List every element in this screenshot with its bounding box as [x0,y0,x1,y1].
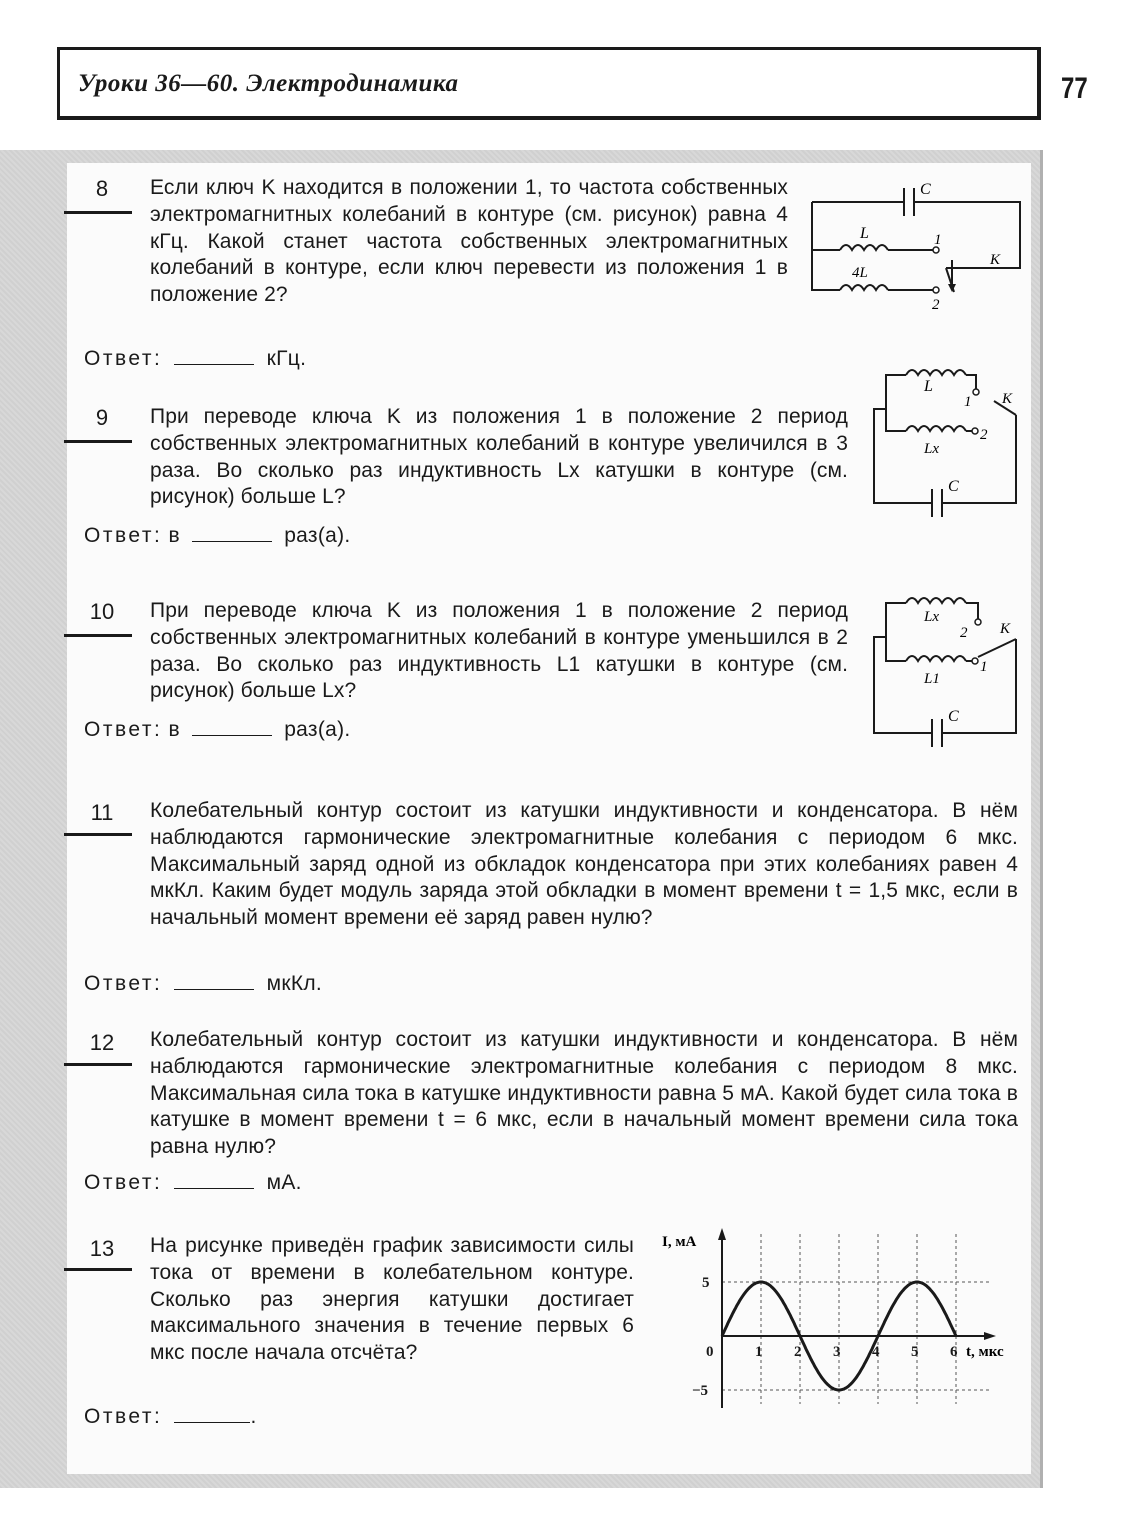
x-tick-label: 6 [950,1344,958,1360]
label-pos2: 2 [932,297,940,313]
answer-unit: мкКл. [266,972,323,995]
answer-unit: . [250,1405,257,1428]
answer-line [84,524,351,548]
label-key: K [990,252,1001,268]
x-tick-label: 1 [755,1344,763,1360]
task-number: 11 [90,800,114,825]
answer-line [84,718,351,742]
x-tick-label: 0 [706,1344,714,1360]
answer-unit: кГц. [266,347,307,370]
answer-unit: раз(а). [284,718,351,741]
answer-line [84,347,306,371]
label-pos2: 2 [980,427,988,443]
answer-unit: мА. [266,1171,302,1194]
label-key: K [1000,621,1011,637]
label-pos1: 1 [980,659,988,675]
chart-ylabel: I, мА [662,1234,697,1250]
label-c: C [920,181,931,198]
task-rule [64,440,132,443]
current-time-chart [656,1222,1026,1412]
answer-label: Ответ: [84,347,163,370]
y-axis-arrow [718,1228,726,1240]
label-lx: Lx [924,609,939,625]
answer-line [84,972,322,996]
answer-label: Ответ: [84,1171,163,1194]
answer-prefix: в [168,718,180,741]
label-c: C [948,478,959,495]
label-l: L [860,225,869,242]
task-rule [64,634,132,637]
label-pos1: 1 [934,232,942,248]
label-pos1: 1 [964,394,972,410]
answer-label: Ответ: [84,718,163,741]
y-tick-label: 5 [702,1275,710,1291]
task-rule [64,1268,132,1271]
task-text: Колебательный контур состоит из катушки индуктивности и конденсатора. В нём наблюдаются гармонические электромагнитные колебания с периодом 6 мкс. Максимальный заряд одной из обкладок конденсатора при этих колебаниях равен 4 мкКл. Каким будет модуль заряда этой обкладки в момент времени t = 1,5 мкс, если в начальный момент времени её заряд равен нулю? [150,799,1018,930]
answer-line [84,1171,302,1195]
x-tick-label: 3 [833,1344,841,1360]
task-text: Если ключ K находится в положении 1, то частота собственных электромагнитных колебаний в контуре (см. рисунок) равна 4 кГц. Какой станет частота собственных электромагнитных колебаний в контуре, если ключ перевести из положения 1 в положение 2? [150,176,788,307]
answer-label: Ответ: [84,524,163,547]
chart-xlabel: t, мкс [966,1344,1004,1360]
x-tick-label: 2 [794,1344,802,1360]
task-text: При переводе ключа K из положения 1 в положение 2 период собственных электромагнитных колебаний в контуре уменьшился в 2 раза. Во сколько раз индуктивность L1 катушки в контуре (см. рисунок) больше Lx? [150,599,848,703]
answer-label: Ответ: [84,1405,163,1428]
label-4l: 4L [852,265,868,281]
label-key: K [1002,391,1013,407]
label-c: C [948,708,959,725]
answer-line [84,1405,257,1429]
label-pos2: 2 [960,625,968,641]
answer-blank[interactable] [174,1408,250,1423]
answer-blank[interactable] [174,350,254,365]
label-l1: L1 [924,671,940,687]
circuit-diagram-9 [866,357,1026,519]
task-number: 13 [89,1236,115,1261]
answer-unit: раз(а). [284,524,351,547]
x-tick-label: 5 [911,1344,919,1360]
page-number: 77 [1061,72,1088,105]
task-text: Колебательный контур состоит из катушки индуктивности и конденсатора. В нём наблюдаются гармонические электромагнитные колебания с периодом 8 мкс. Максимальная сила тока в катушке индуктивности равна 5 мА. Какой будет сила тока в катушке в момент времени t = 6 мкс, если в начальный момент времени сила тока равна нулю? [150,1028,1018,1159]
answer-blank[interactable] [192,527,272,542]
x-tick-label: 4 [872,1344,880,1360]
answer-blank[interactable] [174,975,254,990]
task-rule [64,833,132,836]
answer-blank[interactable] [192,721,272,736]
task-rule [64,1063,132,1066]
circuit-diagram-10 [866,587,1026,747]
x-axis-arrow [984,1332,996,1340]
circuit-diagram-8 [806,176,1028,316]
task-number: 12 [89,1030,115,1055]
label-l: L [924,378,933,395]
answer-blank[interactable] [174,1174,254,1189]
answer-label: Ответ: [84,972,163,995]
panel-edge-divider [1040,150,1043,1488]
task-text: На рисунке приведён график зависимости силы тока от времени в колебательном контуре. Сколько раз энергия катушки достигает максимального значения в течение первых 6 мкс после начала отсчёта? [150,1234,634,1365]
chapter-title: Уроки 36—60. Электродинамика [78,70,459,97]
label-lx: Lx [924,441,939,457]
task-rule [64,211,132,214]
y-tick-label: −5 [692,1383,709,1399]
answer-prefix: в [168,524,180,547]
task-number: 8 [95,176,109,201]
task-number: 10 [89,599,115,624]
chart-axes [718,1228,996,1408]
chapter-header [57,47,1041,120]
task-text: При переводе ключа K из положения 1 в положение 2 период собственных электромагнитных колебаний в контуре увеличился в 3 раза. Во сколько раз индуктивность Lx катушки в контуре (см. рисунок) больше L? [150,405,848,509]
task-number: 9 [95,405,109,430]
